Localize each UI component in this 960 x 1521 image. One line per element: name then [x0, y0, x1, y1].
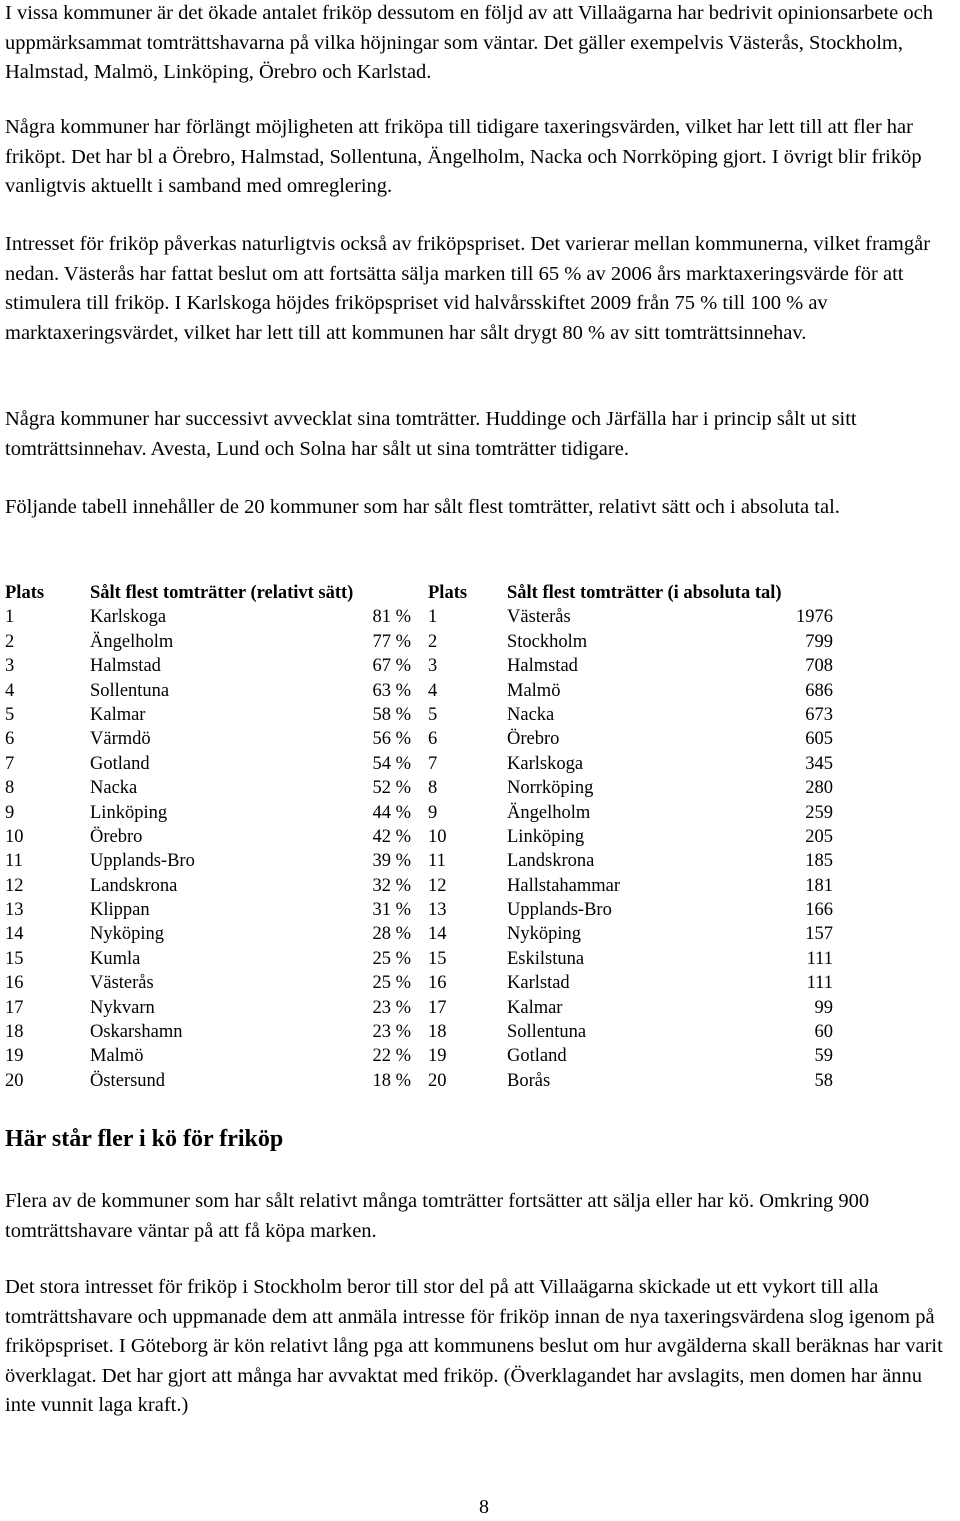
count-sold: 605 [805, 729, 833, 750]
municipality-absolute: Gotland [507, 1046, 567, 1067]
percent-sold: 81 % [372, 607, 411, 628]
table-row [5, 654, 845, 678]
municipality-absolute: Nacka [507, 704, 555, 725]
rank-relative: 12 [5, 875, 24, 896]
municipality-relative: Värmdö [90, 729, 151, 750]
section-heading: Här står fler i kö för friköp [5, 1126, 284, 1152]
municipality-absolute: Kalmar [507, 997, 563, 1018]
rank-absolute: 17 [428, 997, 447, 1018]
rank-relative: 8 [5, 778, 15, 799]
paragraph-queue: Flera av de kommuner som har sålt relativt många tomträtter fortsätter att sälja eller har kö. Omkring 900 tomträttshavare väntar på att få köpa marken. [5, 1190, 870, 1242]
municipality-relative: Västerås [90, 973, 154, 994]
rank-absolute: 19 [428, 1046, 447, 1067]
municipality-absolute: Landskrona [507, 851, 595, 872]
rank-relative: 17 [5, 997, 24, 1018]
rank-absolute: 18 [428, 1022, 447, 1043]
percent-sold: 23 % [372, 1022, 411, 1043]
percent-sold: 23 % [372, 997, 411, 1018]
municipality-relative: Halmstad [90, 656, 161, 677]
header-absolute: Sålt flest tomträtter (i absoluta tal) [507, 583, 782, 603]
count-sold: 157 [805, 924, 833, 945]
percent-sold: 44 % [372, 802, 411, 823]
rank-absolute: 2 [428, 631, 438, 652]
rank-relative: 2 [5, 631, 15, 652]
percent-sold: 56 % [372, 729, 411, 750]
municipality-relative: Örebro [90, 826, 143, 847]
municipality-absolute: Örebro [507, 729, 560, 750]
rank-relative: 18 [5, 1022, 24, 1043]
rank-absolute: 1 [428, 607, 438, 628]
percent-sold: 18 % [372, 1070, 411, 1091]
percent-sold: 22 % [372, 1046, 411, 1067]
percent-sold: 52 % [372, 778, 411, 799]
rank-relative: 11 [5, 851, 23, 872]
municipality-absolute: Hallstahammar [507, 875, 621, 896]
municipality-relative: Nykvarn [90, 997, 155, 1018]
rank-absolute: 5 [428, 704, 438, 725]
municipality-absolute: Karlskoga [507, 753, 584, 774]
municipality-table [5, 581, 845, 1093]
municipality-relative: Oskarshamn [90, 1022, 183, 1043]
table-row [5, 1020, 845, 1044]
municipality-absolute: Upplands-Bro [507, 900, 612, 921]
count-sold: 59 [814, 1046, 833, 1067]
table-row [5, 825, 845, 849]
rank-relative: 9 [5, 802, 15, 823]
rank-absolute: 6 [428, 729, 438, 750]
count-sold: 280 [805, 778, 833, 799]
rank-absolute: 16 [428, 973, 447, 994]
rank-absolute: 20 [428, 1070, 447, 1091]
municipality-relative: Nyköping [90, 924, 164, 945]
municipality-absolute: Nyköping [507, 924, 581, 945]
count-sold: 60 [814, 1022, 833, 1043]
rank-relative: 5 [5, 704, 15, 725]
count-sold: 686 [805, 680, 833, 701]
rank-absolute: 15 [428, 948, 447, 969]
municipality-relative: Linköping [90, 802, 168, 823]
municipality-absolute: Eskilstuna [507, 948, 585, 969]
rank-relative: 20 [5, 1070, 24, 1091]
table-row [5, 630, 845, 654]
rank-relative: 6 [5, 729, 15, 750]
municipality-relative: Nacka [90, 778, 138, 799]
count-sold: 708 [805, 656, 833, 677]
municipality-relative: Gotland [90, 753, 150, 774]
table-row [5, 1069, 845, 1093]
municipality-relative: Östersund [90, 1070, 166, 1091]
rank-absolute: 7 [428, 753, 438, 774]
table-row [5, 947, 845, 971]
percent-sold: 67 % [372, 656, 411, 677]
municipality-relative: Sollentuna [90, 680, 170, 701]
municipality-relative: Klippan [90, 900, 150, 921]
table-body [5, 605, 845, 1093]
rank-absolute: 12 [428, 875, 447, 896]
percent-sold: 77 % [372, 631, 411, 652]
count-sold: 111 [806, 973, 833, 994]
municipality-relative: Kumla [90, 948, 141, 969]
table-row [5, 874, 845, 898]
rank-relative: 4 [5, 680, 15, 701]
municipality-relative: Karlskoga [90, 607, 167, 628]
table-row [5, 776, 845, 800]
municipality-absolute: Borås [507, 1070, 551, 1091]
rank-absolute: 10 [428, 826, 447, 847]
table-row [5, 849, 845, 873]
rank-absolute: 14 [428, 924, 447, 945]
count-sold: 58 [814, 1070, 833, 1091]
count-sold: 673 [805, 704, 833, 725]
percent-sold: 63 % [372, 680, 411, 701]
rank-relative: 16 [5, 973, 24, 994]
municipality-absolute: Linköping [507, 826, 585, 847]
count-sold: 1976 [796, 607, 833, 628]
count-sold: 205 [805, 826, 833, 847]
percent-sold: 32 % [372, 875, 411, 896]
percent-sold: 54 % [372, 753, 411, 774]
rank-absolute: 3 [428, 656, 438, 677]
table-header-row [5, 581, 845, 605]
percent-sold: 31 % [372, 900, 411, 921]
rank-absolute: 11 [428, 851, 446, 872]
percent-sold: 58 % [372, 704, 411, 725]
rank-relative: 15 [5, 948, 24, 969]
paragraph-extended-options: Några kommuner har förlängt möjligheten att friköpa till tidigare taxeringsvärden, vilket har lett till att fler har friköpt. Det har bl a Örebro, Halmstad, Sollentuna, Ängelholm, Nacka och Norrköping gjort. I övrigt blir friköp vanligtvis aktuellt i samband med omreglering. [5, 116, 922, 197]
count-sold: 166 [805, 900, 833, 921]
municipality-absolute: Stockholm [507, 631, 588, 652]
rank-absolute: 13 [428, 900, 447, 921]
municipality-absolute: Ängelholm [507, 802, 591, 823]
count-sold: 259 [805, 802, 833, 823]
rank-relative: 14 [5, 924, 24, 945]
count-sold: 111 [806, 948, 833, 969]
table-row [5, 727, 845, 751]
paragraph-purchase-price: Intresset för friköp påverkas naturligtvis också av friköpspriset. Det varierar mellan kommunerna, vilket framgår nedan. Västerås har fattat beslut om att fortsätta sälja marken till 65 % av 2006 års marktaxeringsvärde för att stimulera till friköp. I Karlskoga höjdes friköpspriset vid halvårsskiftet 2009 från 75 % till 100 % av marktaxeringsvärdet, vilket har lett till att kommunen har sålt drygt 80 % av sitt tomträttsinnehav. [5, 233, 931, 344]
paragraph-intro: I vissa kommuner är det ökade antalet friköp dessutom en följd av att Villaägarna har bedrivit opinionsarbete och uppmärksammat tomträttshavarna på vilka höjningar som väntar. Det gäller exempelvis Västerås, Stockholm, Halmstad, Malmö, Linköping, Örebro och Karlstad. [5, 2, 934, 83]
municipality-relative: Upplands-Bro [90, 851, 195, 872]
rank-relative: 3 [5, 656, 15, 677]
rank-absolute: 4 [428, 680, 438, 701]
municipality-absolute: Karlstad [507, 973, 570, 994]
header-plats-absolute: Plats [428, 583, 468, 603]
municipality-absolute: Norrköping [507, 778, 594, 799]
percent-sold: 25 % [372, 948, 411, 969]
paragraph-table-intro: Följande tabell innehåller de 20 kommuner som har sålt flest tomträtter, relativt sätt och i absoluta tal. [5, 496, 840, 518]
count-sold: 799 [805, 631, 833, 652]
municipality-absolute: Sollentuna [507, 1022, 587, 1043]
table-row [5, 922, 845, 946]
paragraph-phased-out: Några kommuner har successivt avvecklat sina tomträtter. Huddinge och Järfälla har i princip sålt ut sitt tomträttsinnehav. Avesta, Lund och Solna har sålt ut sina tomträtter tidigare. [5, 408, 857, 460]
municipality-relative: Kalmar [90, 704, 146, 725]
municipality-relative: Malmö [90, 1046, 144, 1067]
table-row [5, 801, 845, 825]
table-row [5, 1044, 845, 1068]
paragraph-stockholm-goteborg: Det stora intresset för friköp i Stockholm beror till stor del på att Villaägarna skickade ut ett vykort till alla tomträttshavare och uppmanade dem att anmäla intresse för friköp innan de nya taxeringsvärdena slog igenom på friköpspriset. I Göteborg är kön relativt lång pga att kommunens beslut om hur avgälderna skall beräknas har varit överklagat. Det har gjort att många har avvaktat med friköp. (Överklagandet har avslagits, men domen har ännu inte vunnit laga kraft.) [5, 1276, 943, 1416]
count-sold: 345 [805, 753, 833, 774]
rank-relative: 1 [5, 607, 15, 628]
rank-absolute: 9 [428, 802, 438, 823]
page-number: 8 [479, 1496, 489, 1518]
count-sold: 185 [805, 851, 833, 872]
count-sold: 181 [805, 875, 833, 896]
municipality-absolute: Västerås [507, 607, 571, 628]
percent-sold: 25 % [372, 973, 411, 994]
table-row [5, 679, 845, 703]
percent-sold: 28 % [372, 924, 411, 945]
table-row [5, 703, 845, 727]
count-sold: 99 [814, 997, 833, 1018]
rank-relative: 10 [5, 826, 24, 847]
rank-relative: 13 [5, 900, 24, 921]
percent-sold: 39 % [372, 851, 411, 872]
rank-absolute: 8 [428, 778, 438, 799]
header-relative: Sålt flest tomträtter (relativt sätt) [90, 583, 354, 603]
table-row [5, 996, 845, 1020]
municipality-absolute: Halmstad [507, 656, 578, 677]
rank-relative: 19 [5, 1046, 24, 1067]
header-plats-relative: Plats [5, 583, 45, 603]
municipality-relative: Ängelholm [90, 631, 174, 652]
municipality-relative: Landskrona [90, 875, 178, 896]
municipality-absolute: Malmö [507, 680, 561, 701]
table-row [5, 605, 845, 629]
percent-sold: 42 % [372, 826, 411, 847]
table-row [5, 898, 845, 922]
table-row [5, 752, 845, 776]
table-row [5, 971, 845, 995]
rank-relative: 7 [5, 753, 15, 774]
